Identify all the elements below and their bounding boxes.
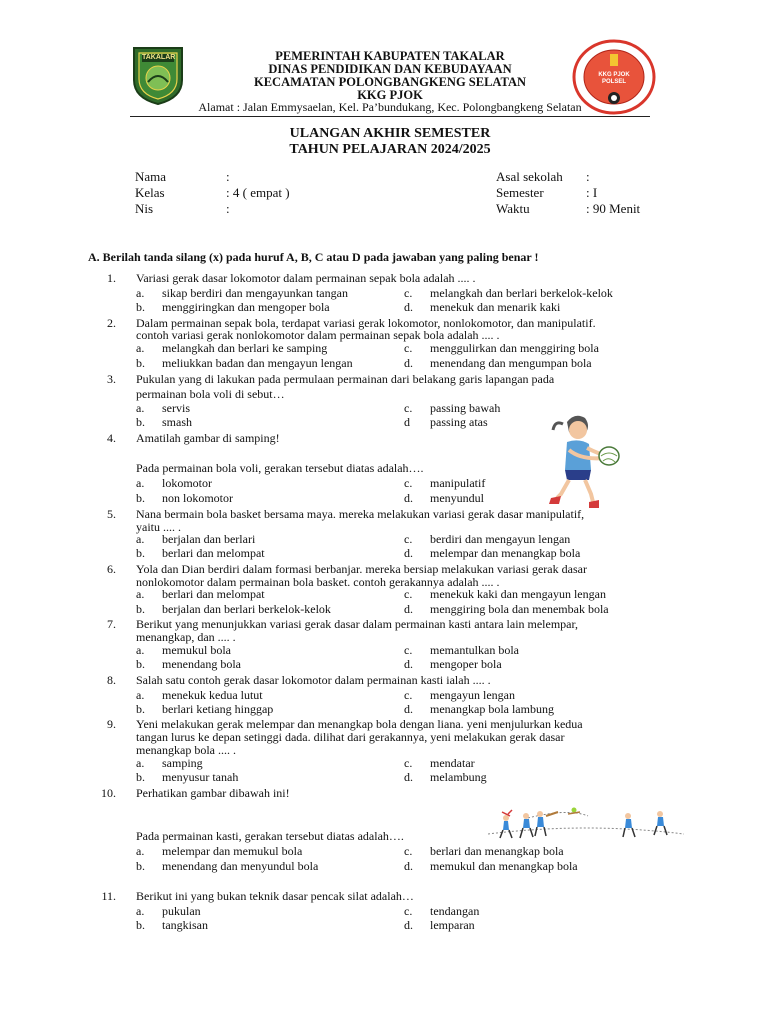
- question-number: 9.: [107, 717, 116, 731]
- option-letter: d.: [404, 602, 413, 616]
- option-letter: c.: [404, 587, 413, 601]
- kelas-label: Kelas: [135, 185, 165, 200]
- option-c: mengayun lengan: [430, 688, 515, 702]
- option-b: berjalan dan berlari berkelok-kelok: [162, 602, 331, 616]
- option-letter: b.: [136, 702, 145, 716]
- question-text: Yeni melakukan gerak melempar dan menangkap bola dengan liana. yeni menjulurkan kedua: [136, 717, 583, 731]
- option-letter: b.: [136, 602, 145, 616]
- option-letter: a.: [136, 587, 145, 601]
- question-text: menangkap, dan .... .: [136, 630, 236, 644]
- option-b: menggiringkan dan mengoper bola: [162, 300, 330, 314]
- option-letter: c.: [404, 756, 413, 770]
- option-letter: d.: [404, 546, 413, 560]
- option-b: menyusur tanah: [162, 770, 239, 784]
- question-number: 4.: [107, 431, 116, 445]
- option-letter: a.: [136, 341, 145, 355]
- option-letter: a.: [136, 476, 145, 490]
- option-c: manipulatif: [430, 476, 486, 490]
- option-letter: a.: [136, 286, 145, 300]
- option-letter: d.: [404, 657, 413, 671]
- question-number: 5.: [107, 507, 116, 521]
- option-d: menekuk dan menarik kaki: [430, 300, 561, 314]
- option-letter: d: [404, 415, 410, 429]
- question-text: contoh variasi gerak nonlokomotor dalam permainan sepak bola adalah .... .: [136, 328, 500, 342]
- option-letter: d.: [404, 918, 413, 932]
- question-number: 2.: [107, 316, 116, 330]
- question-number: 6.: [107, 562, 116, 576]
- question-text: menangkap bola .... .: [136, 743, 236, 757]
- header-line-1: PEMERINTAH KABUPATEN TAKALAR: [275, 49, 505, 63]
- option-letter: d.: [404, 859, 413, 873]
- option-letter: a.: [136, 401, 145, 415]
- volleyball-player-illustration: [545, 412, 625, 512]
- exam-title: ULANGAN AKHIR SEMESTER: [289, 126, 491, 141]
- option-b: non lokomotor: [162, 491, 233, 505]
- semester-value: : I: [586, 185, 598, 200]
- option-letter: c.: [404, 341, 413, 355]
- question-text: nonlokomotor dalam permainan bola basket. contoh gerakannya adalah .... .: [136, 575, 500, 589]
- option-letter: c.: [404, 844, 413, 858]
- option-d: mengoper bola: [430, 657, 502, 671]
- kasti-players-illustration: [488, 804, 684, 844]
- question-number: 7.: [107, 617, 116, 631]
- option-letter: a.: [136, 904, 145, 918]
- option-c: memantulkan bola: [430, 643, 519, 657]
- option-a: servis: [162, 401, 190, 415]
- waktu-label: Waktu: [496, 201, 530, 216]
- nis-value: :: [226, 201, 230, 216]
- question-text: Nana bermain bola basket bersama maya. mereka melakukan variasi gerak dasar manipulatif,: [136, 507, 585, 521]
- header-divider: [130, 116, 650, 117]
- option-c: berdiri dan mengayun lengan: [430, 532, 571, 546]
- header-line-3: KECAMATAN POLONGBANGKENG SELATAN: [253, 75, 526, 89]
- option-letter: d.: [404, 770, 413, 784]
- option-c: passing bawah: [430, 401, 501, 415]
- section-a-instruction: A. Berilah tanda silang (x) pada huruf A, B, C atau D pada jawaban yang paling benar !: [88, 250, 539, 264]
- option-b: menendang dan menyundul bola: [162, 859, 319, 873]
- option-a: sikap berdiri dan mengayunkan tangan: [162, 286, 348, 300]
- option-a: pukulan: [162, 904, 201, 918]
- option-letter: a.: [136, 844, 145, 858]
- option-letter: b.: [136, 546, 145, 560]
- question-text: Dalam permainan sepak bola, terdapat variasi gerak lokomotor, nonlokomotor, dan manipulatif.: [136, 316, 596, 330]
- option-letter: c.: [404, 643, 413, 657]
- question-text: Berikut yang menunjukkan variasi gerak dasar dalam permainan kasti antara lain melempar,: [136, 617, 579, 631]
- option-letter: b.: [136, 415, 145, 429]
- header-line-2: DINAS PENDIDIKAN DAN KEBUDAYAAN: [268, 62, 512, 76]
- question-text: Pada permainan kasti, gerakan tersebut diatas adalah….: [136, 829, 404, 843]
- exam-year: TAHUN PELAJARAN 2024/2025: [289, 142, 491, 157]
- question-number: 3.: [107, 372, 116, 386]
- semester-label: Semester: [496, 185, 544, 200]
- option-letter: b.: [136, 491, 145, 505]
- option-d: passing atas: [430, 415, 488, 429]
- question-text: Berikut ini yang bukan teknik dasar pencak silat adalah…: [136, 889, 414, 903]
- option-c: tendangan: [430, 904, 480, 918]
- kelas-value: : 4 ( empat ): [226, 185, 290, 200]
- nama-value: :: [226, 169, 230, 184]
- header-address: Alamat : Jalan Emmysaelan, Kel. Pa’bundukang, Kec. Polongbangkeng Selatan: [198, 100, 582, 114]
- option-a: berjalan dan berlari: [162, 532, 256, 546]
- takalar-logo-text: TAKALAR: [142, 54, 176, 61]
- question-text: Salah satu contoh gerak dasar lokomotor dalam permainan kasti ialah .... .: [136, 673, 491, 687]
- option-b: meliukkan badan dan mengayun lengan: [162, 356, 353, 370]
- question-text: Pada permainan bola voli, gerakan tersebut diatas adalah….: [136, 461, 424, 475]
- option-b: tangkisan: [162, 918, 208, 932]
- option-letter: d.: [404, 300, 413, 314]
- header-line-4: KKG PJOK: [357, 88, 423, 102]
- option-letter: a.: [136, 688, 145, 702]
- option-a: melangkah dan berlari ke samping: [162, 341, 328, 355]
- option-b: menendang bola: [162, 657, 241, 671]
- option-c: menekuk kaki dan mengayun lengan: [430, 587, 606, 601]
- option-d: menggiring bola dan menembak bola: [430, 602, 609, 616]
- question-number: 10.: [101, 786, 116, 800]
- option-b: berlari dan melompat: [162, 546, 265, 560]
- option-a: lokomotor: [162, 476, 212, 490]
- option-letter: d.: [404, 702, 413, 716]
- option-letter: a.: [136, 532, 145, 546]
- question-text: Pukulan yang di lakukan pada permulaan permainan dari belakang garis lapangan pada: [136, 372, 555, 386]
- option-letter: c.: [404, 401, 413, 415]
- option-d: memukul dan menangkap bola: [430, 859, 578, 873]
- option-c: menggulirkan dan menggiring bola: [430, 341, 599, 355]
- question-text: Amatilah gambar di samping!: [136, 431, 280, 445]
- question-text: Yola dan Dian berdiri dalam formasi berbanjar. mereka bersiap melakukan variasi gerak dasar: [136, 562, 587, 576]
- question-text: tangan lurus ke depan setinggi dada. dilihat dari gerakannya, yeni melakukan gerak dasar: [136, 730, 565, 744]
- asal-sekolah-value: :: [586, 169, 590, 184]
- question-text: permainan bola voli di sebut…: [136, 387, 285, 401]
- option-b: berlari ketiang hinggap: [162, 702, 274, 716]
- option-c: mendatar: [430, 756, 475, 770]
- option-letter: b.: [136, 300, 145, 314]
- option-c: berlari dan menangkap bola: [430, 844, 564, 858]
- option-letter: a.: [136, 756, 145, 770]
- option-letter: b.: [136, 918, 145, 932]
- option-letter: b.: [136, 770, 145, 784]
- option-a: samping: [162, 756, 203, 770]
- option-d: menendang dan mengumpan bola: [430, 356, 592, 370]
- waktu-value: : 90 Menit: [586, 201, 641, 216]
- option-d: menangkap bola lambung: [430, 702, 554, 716]
- kkg-pjok-logo-text: KKG PJOK POLSEL: [598, 72, 630, 85]
- option-letter: d.: [404, 491, 413, 505]
- option-a: melempar dan memukul bola: [162, 844, 303, 858]
- question-number: 1.: [107, 271, 116, 285]
- option-letter: c.: [404, 688, 413, 702]
- question-text: yaitu .... .: [136, 520, 181, 534]
- option-d: melempar dan menangkap bola: [430, 546, 581, 560]
- option-letter: b.: [136, 859, 145, 873]
- question-number: 8.: [107, 673, 116, 687]
- asal-sekolah-label: Asal sekolah: [496, 169, 563, 184]
- question-text: Variasi gerak dasar lokomotor dalam permainan sepak bola adalah .... .: [136, 271, 476, 285]
- option-a: berlari dan melompat: [162, 587, 265, 601]
- option-d: lemparan: [430, 918, 475, 932]
- option-letter: c.: [404, 476, 413, 490]
- option-d: menyundul: [430, 491, 484, 505]
- nama-label: Nama: [135, 169, 167, 184]
- option-letter: a.: [136, 643, 145, 657]
- nis-label: Nis: [135, 201, 154, 216]
- option-c: melangkah dan berlari berkelok-kelok: [430, 286, 613, 300]
- option-letter: c.: [404, 532, 413, 546]
- option-d: melambung: [430, 770, 487, 784]
- option-a: memukul bola: [162, 643, 231, 657]
- option-b: smash: [162, 415, 192, 429]
- option-letter: b.: [136, 356, 145, 370]
- question-text: Perhatikan gambar dibawah ini!: [136, 786, 290, 800]
- option-letter: c.: [404, 286, 413, 300]
- option-letter: d.: [404, 356, 413, 370]
- question-number: 11.: [101, 889, 116, 903]
- option-a: menekuk kedua lutut: [162, 688, 263, 702]
- option-letter: b.: [136, 657, 145, 671]
- option-letter: c.: [404, 904, 413, 918]
